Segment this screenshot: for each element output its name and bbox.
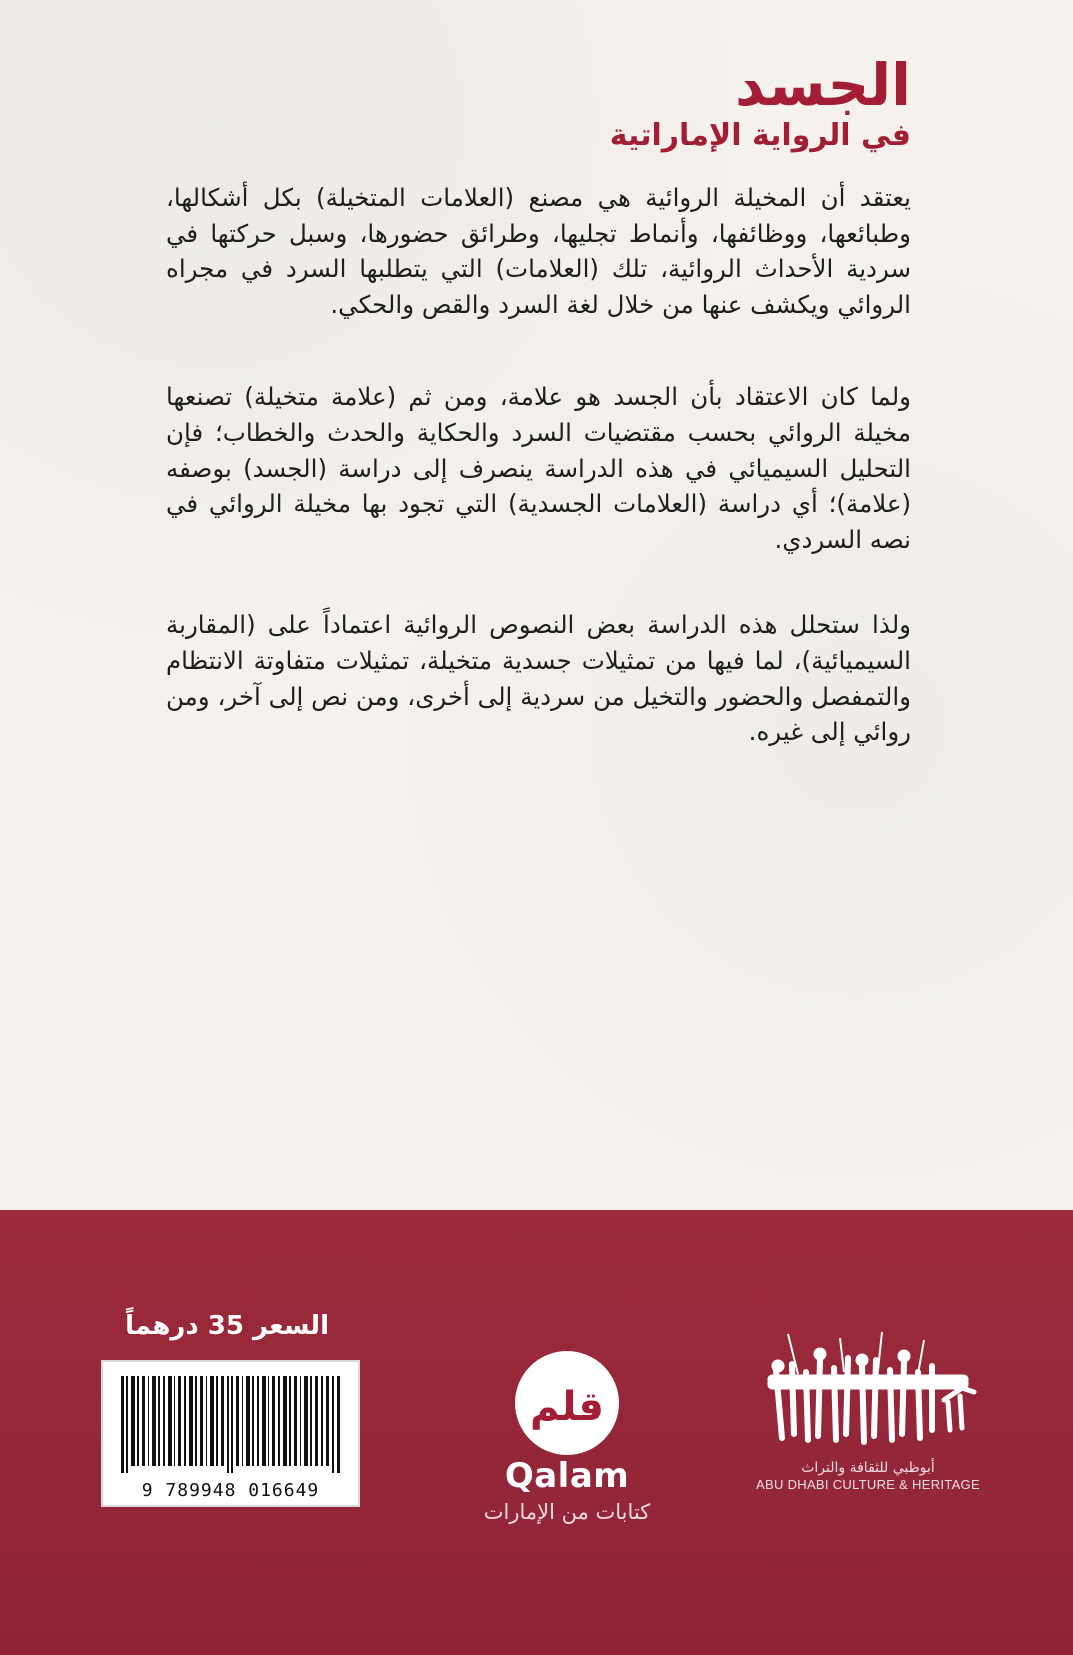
blurb-paragraph-3: ولذا ستحلل هذه الدراسة بعض النصوص الروائية اعتماداً على (المقاربة السيميائية)، لما فيها من تمثيلات جسدية متخيلة، تمثيلات متفاوتة الانتظام والتمفصل والحضور والتخيل من سردية إلى أخرى، ومن نص إلى آخر، ومن روائي إلى غيره. bbox=[166, 610, 911, 747]
blurb-paragraph-2: ولما كان الاعتقاد بأن الجسد هو علامة، ومن ثم (علامة متخيلة) تصنعها مخيلة الروائي بحسب مقتضيات السرد والحكاية والحدث والخطاب؛ فإن التحليل السيميائي في هذه الدراسة ينصرف إلى دراسة (الجسد) بوصفه (علامة)؛ أي دراسة (العلامات الجسدية) التي تجود بها مخيلة الروائي في نصه السردي. bbox=[166, 382, 911, 554]
book-title: الجسد bbox=[735, 51, 911, 119]
dancers-emblem-icon bbox=[748, 1330, 988, 1448]
barcode-bars-icon bbox=[121, 1376, 341, 1473]
price-label: السعر 35 درهماً bbox=[125, 1311, 329, 1341]
book-subtitle: في الرواية الإماراتية bbox=[609, 118, 911, 153]
footer-band bbox=[0, 1210, 1073, 1655]
isbn-digits: 9 789948 016649 bbox=[141, 1480, 320, 1501]
qalam-emblem-icon bbox=[512, 1348, 622, 1458]
title-block bbox=[610, 52, 911, 156]
sponsor-name-arabic: أبوظبي للثقافة والتراث bbox=[801, 1460, 935, 1476]
sponsor-name-english: ABU DHABI CULTURE & HERITAGE bbox=[756, 1477, 980, 1492]
blurb-paragraph-1: يعتقد أن المخيلة الروائية هي مصنع (العلامات المتخيلة) بكل أشكالها، وطبائعها، ووظائفها، وأنماط تجليها، وطرائق حضورها، وسبل حركتها في سردية الأحداث الروائية، تلك (العلامات) التي يتطلبها السرد في مجراه الروائي ويكشف عنها من خلال لغة السرد والقص والحكي. bbox=[166, 183, 911, 319]
barcode bbox=[101, 1360, 360, 1507]
qalam-brand: Qalam bbox=[504, 1456, 630, 1496]
blurb bbox=[166, 180, 911, 750]
qalam-mark-glyph: قلم bbox=[530, 1384, 604, 1430]
qalam-tagline: كتابات من الإمارات bbox=[483, 1500, 651, 1524]
qalam-logo bbox=[462, 1348, 672, 1524]
adach-logo bbox=[738, 1330, 998, 1492]
